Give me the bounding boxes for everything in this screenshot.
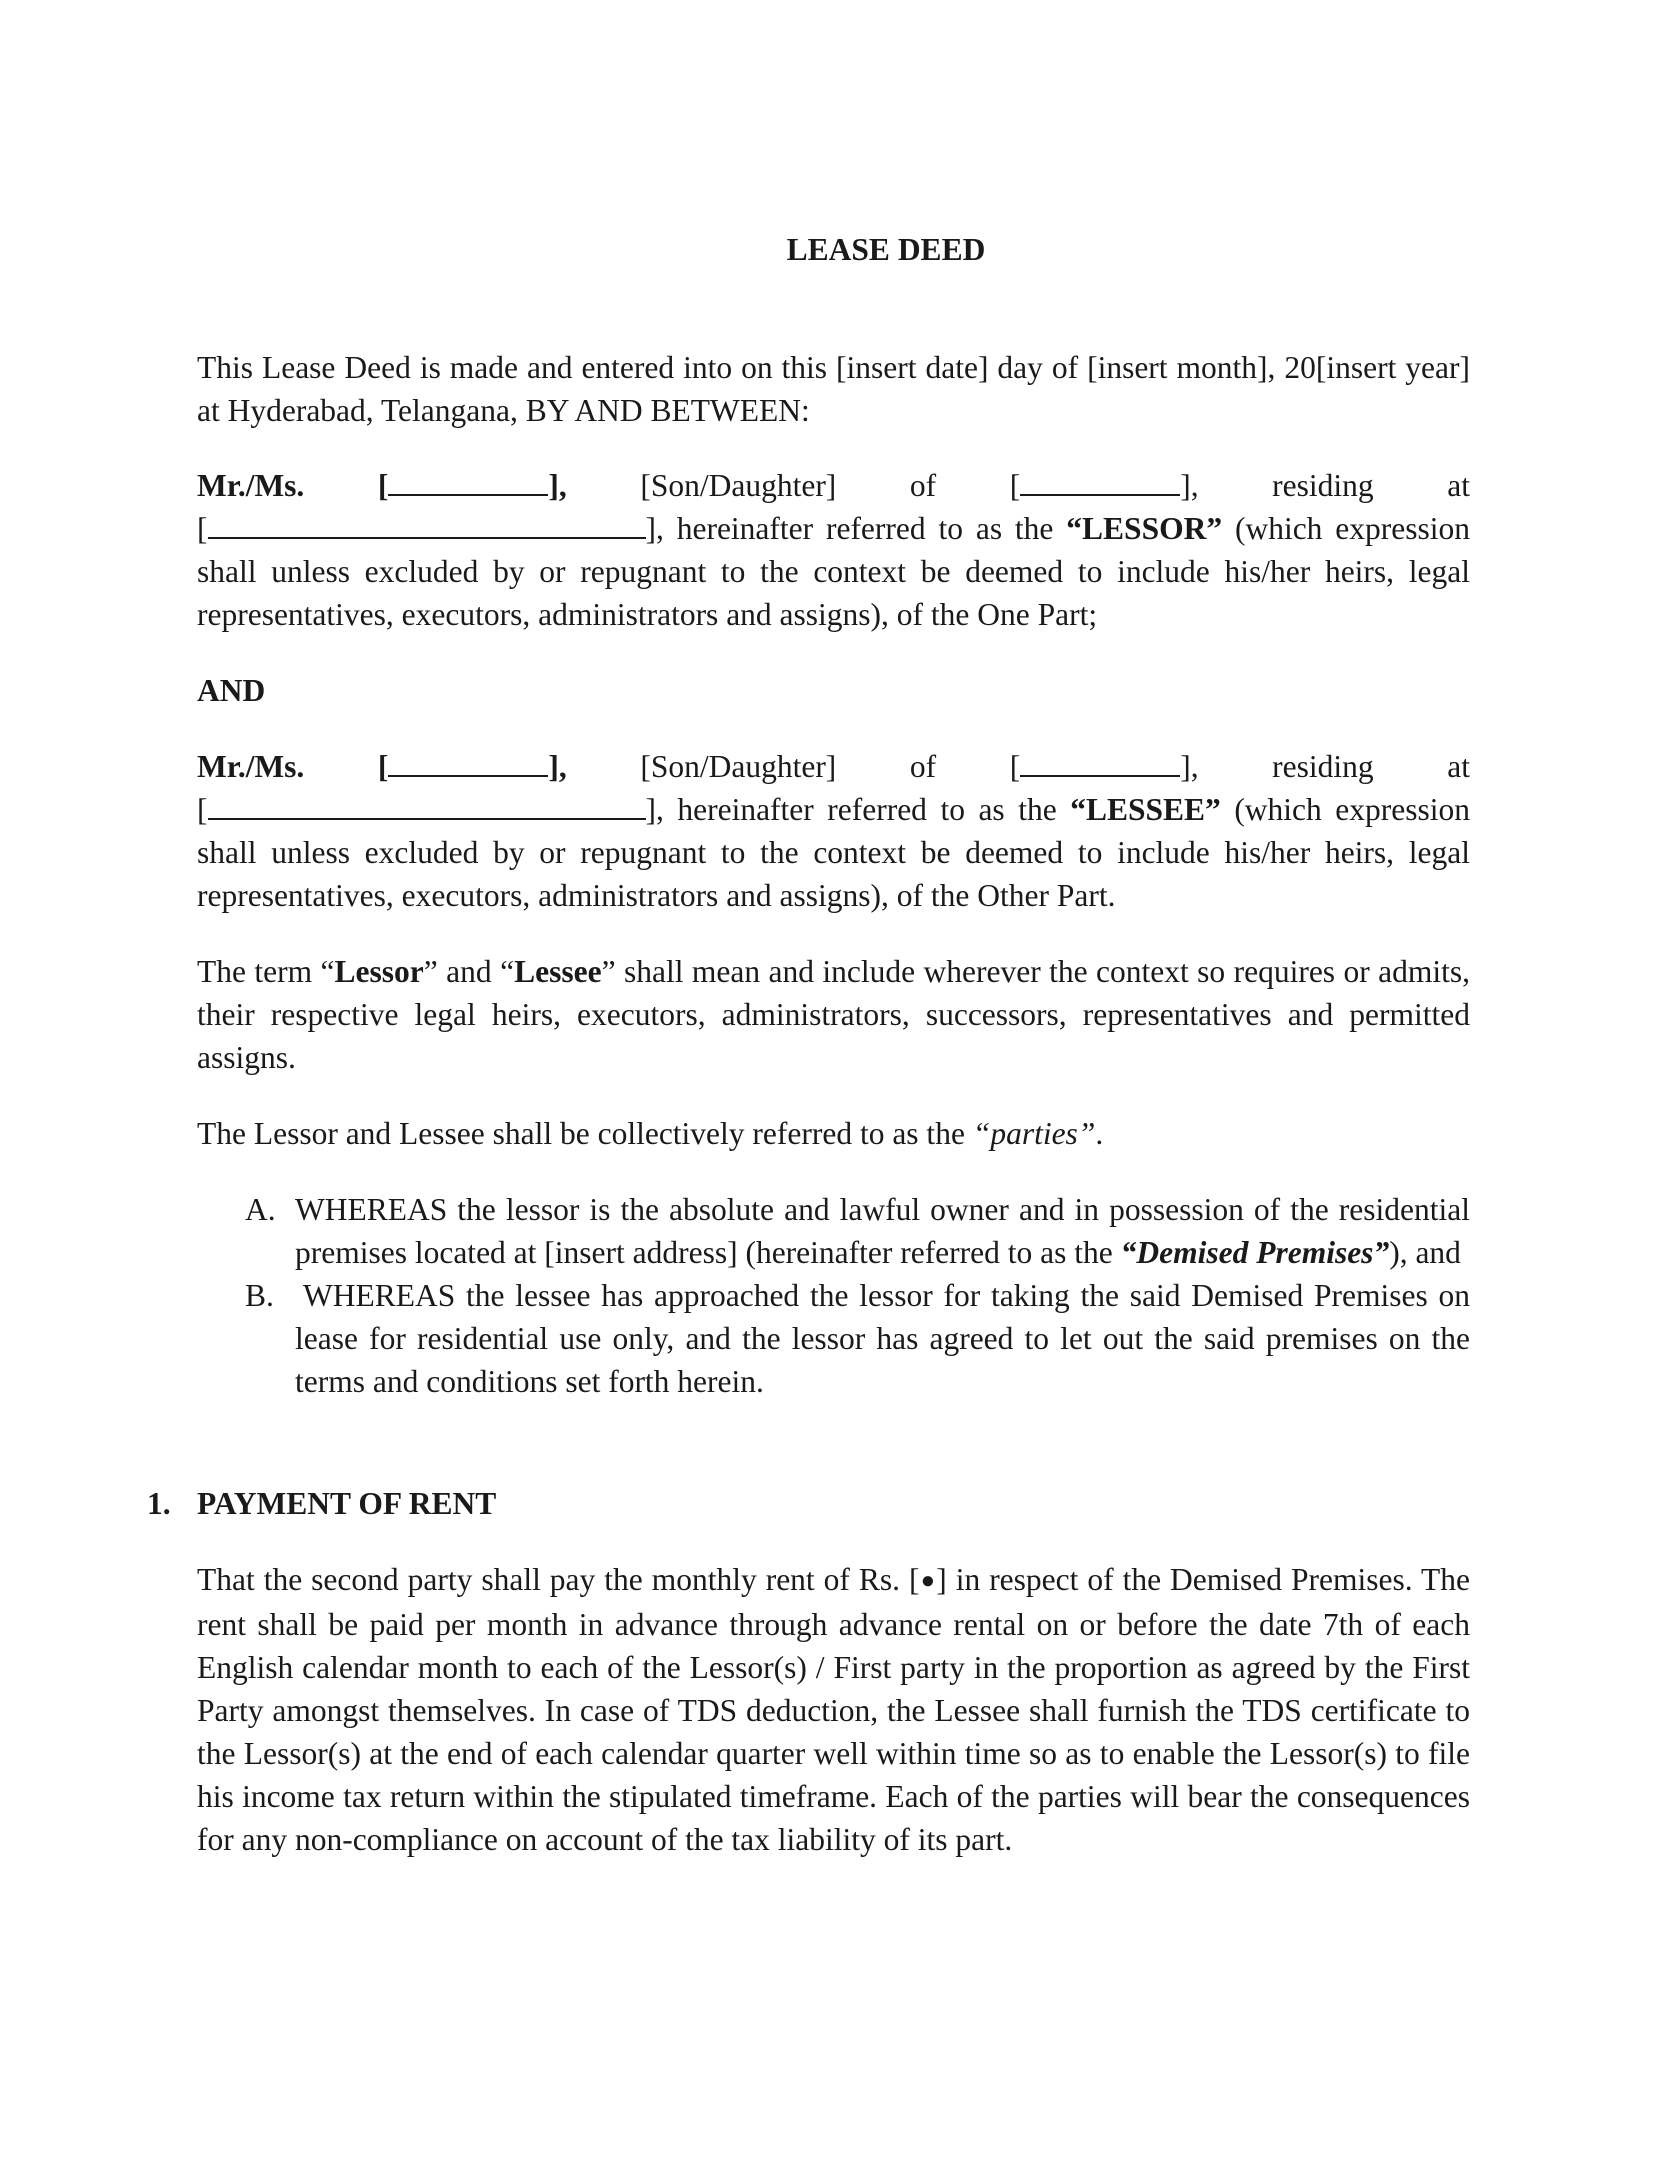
lessee-parent-blank [1020,745,1180,777]
collective-paragraph: The Lessor and Lessee shall be collectively referred to as the “parties”. [197,1116,1104,1151]
lessor-address-blank [208,507,646,539]
lessor-parent-blank [1020,464,1180,496]
lessee-honorific: Mr./Ms. [197,749,305,784]
section-1-body: That the second party shall pay the monthly rent of Rs. [●] in respect of the Demised Premises. The rent shall be paid per month in advance through advance rental on or before the date 7th of each English calendar month to each of the Lessor(s) / First party in the proportion as agreed by the First Party amongst themselves. In case of TDS deduction, the Lessee shall furnish the TDS certificate to the Lessor(s) at the end of each calendar quarter well within time so as to enable the Lessor(s) to file his income tax return within the stipulated timeframe. Each of the parties will bear the consequences for any non-compliance on account of the tax liability of its part. [197,1562,1471,1857]
recital-b-marker: B. [245,1278,274,1313]
lessor-residing: residing [1272,468,1374,503]
document-title: LEASE DEED [786,232,986,267]
recital-b: B. WHEREAS the lessee has approached the lessor for taking the said Demised Premises on lease for residential use only, and the lessor has agreed to let out the said premises on the terms and conditions set forth herein. [245,1274,1470,1403]
recital-a-marker: A. [245,1192,276,1227]
recital-a: A. WHEREAS the lessor is the absolute and lawful owner and in possession of the residential premises located at [insert address] (hereinafter referred to as the “Demised Premises”), and [245,1188,1470,1274]
lessor-relation: [Son/Daughter] [640,468,837,503]
definition-paragraph: The term “Lessor” and “Lessee” shall mean and include wherever the context so requires or admits, their respective legal heirs, executors, administrators, successors, representatives and permitted assigns. [197,954,1471,1075]
lessee-parent-field: [ ], [1010,745,1199,788]
lessee-residing: residing [1272,749,1374,784]
lessee-relation: [Son/Daughter] [640,749,837,784]
section-1-title: PAYMENT OF RENT [197,1486,497,1521]
parties-term: “parties” [972,1116,1096,1151]
lessor-clause: [ ], hereinafter referred to as the “LESSOR” (which expression shall unless excluded by or repugnant to the context be deemed to include his/her heirs, legal representatives, executors, administrators and assigns), of the One Part; [197,507,1470,636]
lessee-name-blank [388,745,548,777]
lessor-name-field: [ ], [378,464,567,507]
lessee-role: “LESSEE” [1070,792,1221,827]
lessee-fill-row [197,745,1470,788]
lessor-party-paragraph [197,464,1470,636]
intro-paragraph: This Lease Deed is made and entered into on this [insert date] day of [insert month], 20[insert year] at Hyderabad, Telangana, BY AND BETWEEN: [197,350,1470,428]
demised-premises-term: “Demised Premises” [1120,1235,1390,1270]
definition-lessor: Lessor [334,954,424,989]
lessor-parent-field: [ ], [1010,464,1199,507]
lessor-name-blank [388,464,548,496]
lessee-name-field: [ ], [378,745,567,788]
lessor-at: at [1447,468,1470,503]
lessor-of: of [909,468,937,503]
lessor-role: “LESSOR” [1066,511,1223,546]
lessee-address-blank [208,788,646,820]
section-1-heading [147,1482,496,1525]
and-label: AND [197,673,266,708]
lessee-at: at [1447,749,1470,784]
lessee-of: of [909,749,937,784]
lessor-honorific: Mr./Ms. [197,468,305,503]
section-1-number: 1. [147,1486,171,1521]
lessor-fill-row [197,464,1470,507]
recitals-list [245,1188,1470,1403]
amount-placeholder-icon: ● [919,1568,937,1594]
lessee-party-paragraph [197,745,1470,917]
lessee-clause: [ ], hereinafter referred to as the “LESSEE” (which expression shall unless excluded by or repugnant to the context be deemed to include his/her heirs, legal representatives, executors, administrators and assigns), of the Other Part. [197,788,1470,917]
definition-lessee: Lessee [514,954,602,989]
